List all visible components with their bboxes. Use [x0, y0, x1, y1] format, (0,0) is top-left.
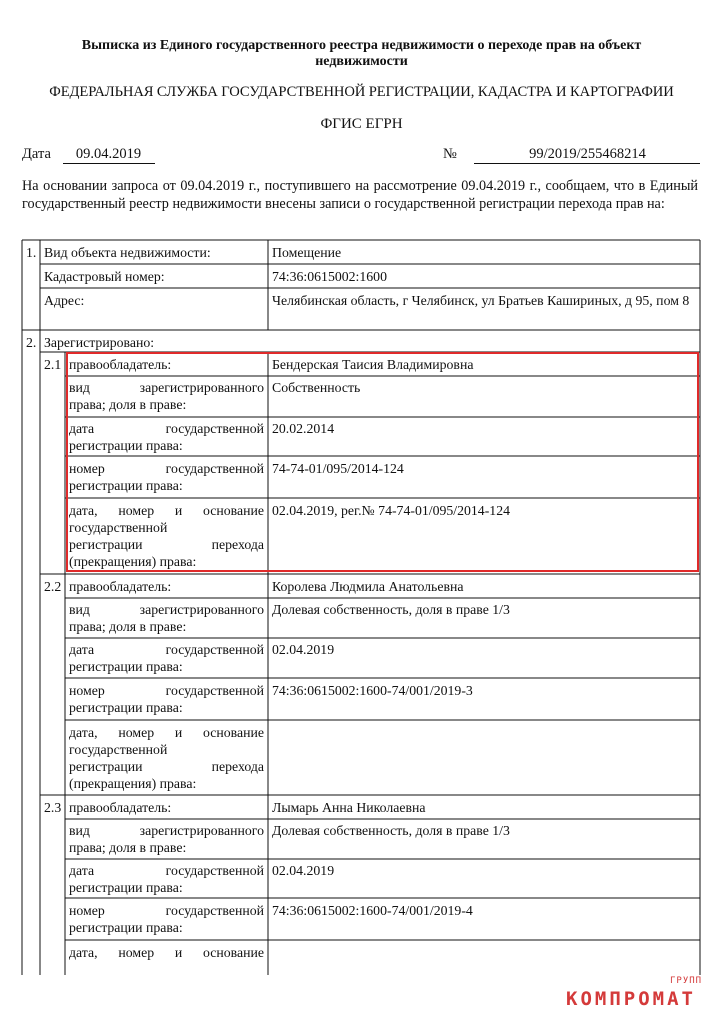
- reg-number-value: 74-74-01/095/2014-124: [272, 461, 404, 476]
- reg-number-value: 74:36:0615002:1600-74/001/2019-4: [272, 903, 473, 918]
- system-name: ФГИС ЕГРН: [320, 116, 403, 132]
- kind-label: вид зарегистрированного права; доля в праве:: [69, 602, 264, 634]
- reg-number-value: 74:36:0615002:1600-74/001/2019-3: [272, 683, 473, 698]
- reg-date-value: 02.04.2019: [272, 642, 335, 657]
- holder-label: правообладатель:: [69, 800, 172, 815]
- transfer-label: дата, номер и основание: [69, 945, 264, 960]
- right-number: 2.3: [44, 800, 62, 815]
- reg-number-label: номер государственной регистрации права:: [69, 903, 264, 935]
- right-number: 2.2: [44, 579, 62, 594]
- number-label: №: [443, 146, 457, 162]
- date-label: Дата: [22, 146, 51, 162]
- transfer-value: 02.04.2019, рег.№ 74-74-01/095/2014-124: [272, 503, 510, 518]
- kind-label: вид зарегистрированного права; доля в праве:: [69, 380, 264, 412]
- row-number-1: 1.: [26, 245, 37, 260]
- transfer-label: дата, номер и основание государственной регистрации перехода (прекращения) права:: [69, 725, 264, 791]
- reg-number-label: номер государственной регистрации права:: [69, 461, 264, 493]
- cadastral-label: Кадастровый номер:: [44, 269, 165, 284]
- address-value: Челябинская область, г Челябинск, ул Братьев Кашириных, д 95, пом 8: [272, 293, 690, 308]
- kind-value: Долевая собственность, доля в праве 1/3: [272, 823, 510, 838]
- row-number-2: 2.: [26, 335, 37, 350]
- registered-label: Зарегистрировано:: [44, 335, 155, 350]
- page-title: Выписка из Единого государственного реестра недвижимости о переходе прав на объект недвижимости: [81, 38, 642, 69]
- right-number: 2.1: [44, 357, 62, 372]
- holder-label: правообладатель:: [69, 357, 172, 372]
- number-value: 99/2019/255468214: [474, 146, 700, 164]
- kind-value: Долевая собственность, доля в праве 1/3: [272, 602, 510, 617]
- date-value: 09.04.2019: [63, 146, 155, 164]
- date-line: [22, 146, 155, 164]
- reg-date-value: 20.02.2014: [272, 421, 335, 436]
- reg-date-label: дата государственной регистрации права:: [69, 421, 264, 453]
- number-line: [443, 146, 700, 164]
- basis-paragraph: На основании запроса от 09.04.2019 г., поступившего на рассмотрение 09.04.2019 г., сообщаем, что в Единый государственный реестр недвижимости внесены записи о государственной регистрации перехода прав на:: [22, 178, 698, 212]
- reg-number-label: номер государственной регистрации права:: [69, 683, 264, 715]
- holder-value: Бендерская Таисия Владимировна: [272, 357, 474, 372]
- reg-date-label: дата государственной регистрации права:: [69, 863, 264, 895]
- reg-date-label: дата государственной регистрации права:: [69, 642, 264, 674]
- kind-value: Собственность: [272, 380, 361, 395]
- transfer-label: дата, номер и основание государственной регистрации перехода (прекращения) права:: [69, 503, 264, 569]
- holder-value: Лымарь Анна Николаевна: [272, 800, 426, 815]
- holder-value: Королева Людмила Анатольевна: [272, 579, 464, 594]
- kind-label: вид зарегистрированного права; доля в праве:: [69, 823, 264, 855]
- holder-label: правообладатель:: [69, 579, 172, 594]
- reg-date-value: 02.04.2019: [272, 863, 335, 878]
- object-type-value: Помещение: [272, 245, 342, 260]
- watermark-logo: [566, 976, 703, 1010]
- object-type-label: Вид объекта недвижимости:: [44, 245, 211, 260]
- cadastral-value: 74:36:0615002:1600: [272, 269, 387, 284]
- watermark-main: КОМПРОМАТ: [566, 988, 696, 1010]
- watermark-small: ГРУПП: [670, 976, 703, 986]
- service-name: ФЕДЕРАЛЬНАЯ СЛУЖБА ГОСУДАРСТВЕННОЙ РЕГИСТРАЦИИ, КАДАСТРА И КАРТОГРАФИИ: [49, 84, 674, 100]
- address-label: Адрес:: [44, 293, 85, 308]
